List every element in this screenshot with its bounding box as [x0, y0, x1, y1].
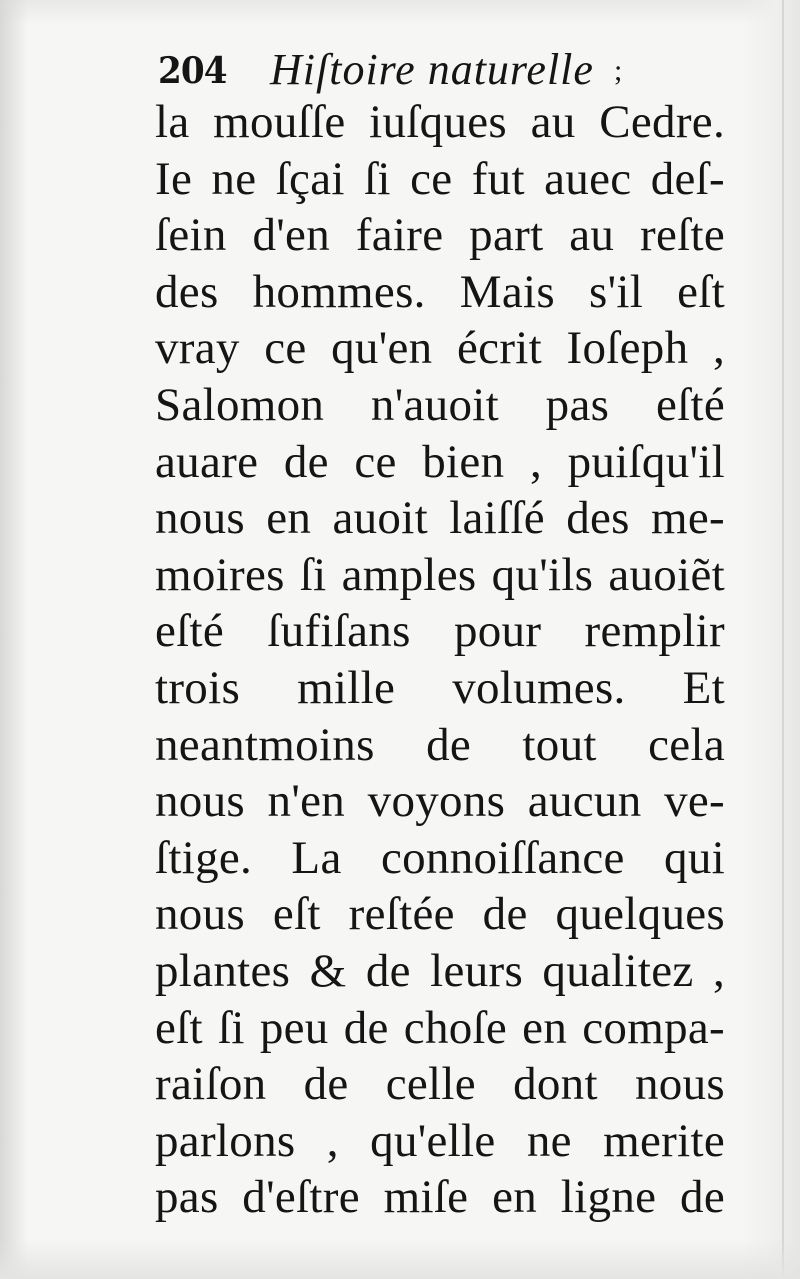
text-line: raiſon de celle dont nous: [155, 1058, 725, 1111]
text-line: neantmoins de tout cela: [155, 718, 725, 771]
running-title-punctuation: ;: [614, 54, 623, 87]
page-edge-bottom: [0, 1239, 800, 1279]
text-line: trois mille volumes. Et: [155, 661, 725, 714]
running-title: Hiſtoire naturelle: [270, 45, 594, 94]
text-line: Salomon n'auoit pas eſté: [155, 378, 725, 431]
text-line: auare de ce bien , puiſqu'il: [155, 435, 725, 488]
text-line: des hommes. Mais s'il eſt: [155, 265, 725, 318]
text-line: moires ſi amples qu'ils auoiẽt: [155, 548, 725, 601]
text-line: eſté ſufiſans pour remplir: [155, 605, 725, 658]
text-line: la mouſſe iuſques au Cedre.: [155, 96, 725, 148]
text-line: parlons , qu'elle ne merite: [155, 1114, 725, 1167]
text-line: pas d'eſtre miſe en ligne de: [155, 1171, 725, 1224]
page-edge-right: [740, 0, 800, 1279]
page-fold-line: [782, 0, 784, 1279]
text-line: nous n'en voyons aucun ve-: [155, 775, 725, 828]
page-edge-top: [0, 0, 800, 24]
text-line: ſtige. La connoiſſance qui: [155, 831, 725, 884]
text-line: eſt ſi peu de choſe en compa-: [155, 1001, 725, 1054]
text-line: Ie ne ſçai ſi ce fut auec deſ-: [155, 152, 725, 205]
text-line: nous en auoit laiſſé des me-: [155, 492, 725, 545]
text-line: ſein d'en faire part au reſte: [155, 209, 725, 262]
text-line: nous eſt reſtée de quelques: [155, 888, 725, 941]
page-edge-left: [0, 0, 28, 1279]
text-line: plantes & de leurs qualitez ,: [155, 944, 725, 997]
body-text: [155, 94, 725, 1226]
text-line: vray ce qu'en écrit Ioſeph ,: [155, 322, 725, 375]
page-number: 204: [158, 50, 227, 92]
running-head: [158, 40, 638, 96]
